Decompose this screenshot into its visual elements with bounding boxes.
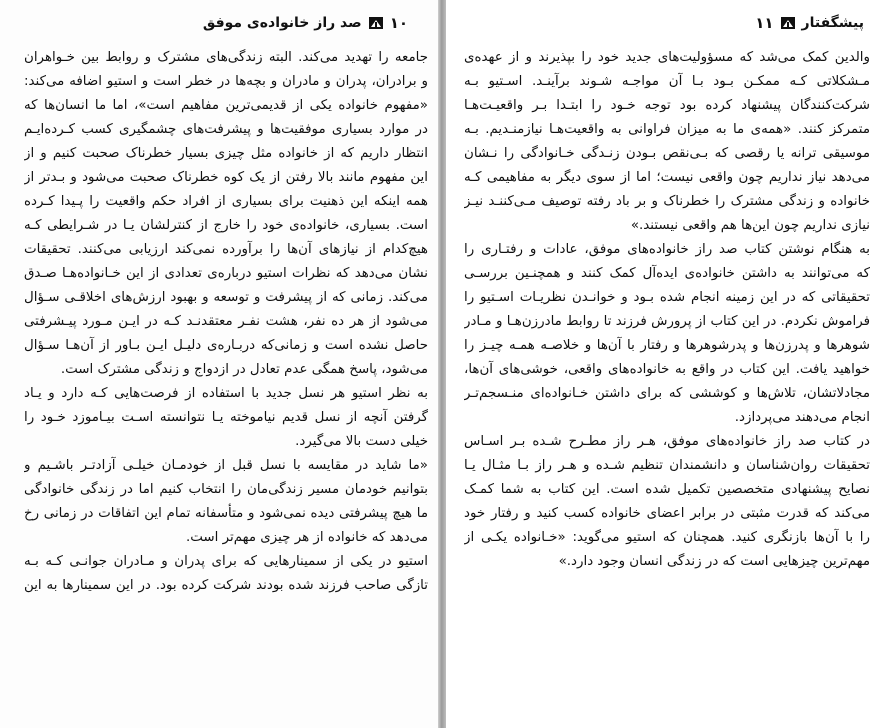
text-line: خیلی دست بالا می‌گیرد. bbox=[295, 434, 428, 449]
text-line: نشان می‌دهد که نظرات استیو درباره‌ی تعدادی از این خـانواده‌هـا صـدق bbox=[24, 266, 428, 281]
right-running-title: پیشگفتار bbox=[801, 15, 864, 31]
text-line: می‌کند. زمانی که از پیشرفت و توسعه و بهبود ارزش‌های اخلاقـی سـؤال bbox=[24, 290, 428, 305]
text-line: هیچ‌کدام از نیازهای آن‌ها را برآورده نمی‌کند ارزیابی می‌کنند. تحقیقات bbox=[24, 242, 428, 257]
text-line: به نظر استیو هر نسل جدید با استفاده از فرصت‌هایی کـه دارد و یـاد bbox=[24, 386, 428, 401]
text-line: این مفهوم مانند بالا رفتن از یک کوه خطرناک صحبت می‌شود و بـدتر از bbox=[24, 170, 428, 185]
left-page bbox=[0, 0, 438, 728]
text-line: انتظار داریم که از خانواده مثل چیزی بسیار خطرناک صحبت کنیم و از bbox=[24, 146, 428, 161]
text-line: فراموش نکردم. در این کتاب از پرورش فرزند تا روابط مادرزن‌هـا و مـادر bbox=[464, 314, 870, 329]
text-line: تازگی صاحب فرزند شده بودند شرکت کرده بود. در این سمینارها به این bbox=[24, 578, 428, 593]
text-line: مجادلاتشان، تلاش‌ها و کوششی که برای داشتن خـانواده‌ای منـسجم‌تـر bbox=[464, 386, 870, 401]
text-line: و برادران، پدران و مادران و بچه‌ها در خطر است و استیو اضافه می‌کند: bbox=[24, 74, 428, 89]
text-line: خواهید یافت. این کتاب در واقع به خانواده‌های واقعی، خوشی‌های آن‌ها، bbox=[464, 362, 870, 377]
text-line: موسیقی ترانه یا رقصی که بـی‌نقص بـودن زنـدگی خـانوادگی را نـشان bbox=[464, 146, 870, 161]
text-line: را با آن‌ها بازنگری کنید. همچنان که استیو می‌گوید: «خـانواده یکـی از bbox=[464, 530, 870, 545]
text-line: تحقیقات روان‌شناسان و دانشمندان تنظیم شـده و هـر راز بـا مثـال یـا bbox=[464, 458, 870, 473]
text-line: می‌شود، پاسخ همگی عدم تعادل در ازدواج و زندگی مشترک است. bbox=[60, 362, 428, 377]
text-line: می‌کند که قدرت مثبتی در برابر اعضای خانواده کسب کنید و رفتار خود bbox=[464, 506, 870, 521]
text-line: در کتاب صد راز خانواده‌های موفق، هـر راز مطـرح شـده بـر اسـاس bbox=[464, 434, 870, 449]
text-line: جامعه را تهدید می‌کند. البته زندگی‌های مشترک و روابط بین خـواهران bbox=[24, 50, 428, 65]
text-line: شوهرها و پدرزن‌ها و پدرشوهرها و رفتار با آن‌ها و خلاصـه همـه چیـز را bbox=[464, 338, 870, 353]
text-line: شرکت‌کنندگان پیشنهاد کرده بود توجه خـود را ابتـدا بـر واقعیـت‌هـا bbox=[464, 98, 870, 113]
text-line: می‌دهد نیاز نداریم چون واقعی نیست؛ اما از سوی دیگر به مفاهیمی کـه bbox=[464, 170, 870, 185]
left-page-header bbox=[203, 10, 408, 36]
text-line: حاصل نشده است و زمانی‌که دربـاره‌ی دلیـل ایـن بـاور از آن‌هـا سـؤال bbox=[24, 338, 428, 353]
text-line: «ما شاید در مقایسه با نسل قبل از خودمـان خیلـی آزادتـر باشـیم و bbox=[24, 458, 428, 473]
text-line: همه اینکه این ذهنیت برای بسیاری از افراد حکم واقعیت را پـیدا کـرده bbox=[24, 194, 428, 209]
text-line: ما هیچ پیشرفتی دیده نمی‌شود و متأسفانه تمام این اتفاقات در زمانی رخ bbox=[24, 506, 428, 521]
left-running-title: صد راز خانواده‌ی موفق bbox=[202, 15, 362, 31]
text-line: می‌دهد که خانواده از هر چیزی مهم‌تر است. bbox=[186, 530, 428, 545]
book-ornament-icon bbox=[368, 15, 384, 31]
text-line: نصایح پیشنهادی متخصصین تکمیل شده است. این کتاب به شما کمـک bbox=[464, 482, 870, 497]
text-line: در موارد بسیاری موفقیت‌ها و پیشرفت‌های چشمگیری کسب کـرده‌ایـم bbox=[24, 122, 428, 137]
text-line: می‌شود از هر ده نفر، هشت نفـر معتقدنـد کـه در ایـن مـورد پیـشرفتی bbox=[24, 314, 428, 329]
left-page-number: ۱۰ bbox=[389, 14, 408, 32]
text-line: متمرکز کنند. «همه‌ی ما به میزان فراوانی به واقعیت‌هـا نیازمنـدیم. بـه bbox=[464, 122, 870, 137]
text-line: تحقیقاتی که در این زمینه انجام شده بـود و خوانـدن نظریـات اسـتیو را bbox=[464, 290, 870, 305]
left-page-body bbox=[24, 46, 428, 598]
book-ornament-icon bbox=[780, 15, 796, 31]
text-line: انجام می‌دهند می‌پردازد. bbox=[734, 410, 870, 425]
text-line: خانواده و زندگی مشترک را خطرناک و بر باد رفته توصیف مـی‌کننـد نیـز bbox=[464, 194, 870, 209]
text-line: است. بسیاری، خانواده‌ی خود را خارج از کنترلشان یـا در شـرایطی کـه bbox=[24, 218, 428, 233]
text-line: مـشکلاتی کـه ممکـن بـود بـا آن مواجـه شـوند برآینـد. اسـتیو بـه bbox=[464, 74, 870, 89]
right-page bbox=[446, 0, 884, 728]
right-page-number: ۱۱ bbox=[755, 14, 774, 32]
text-line: والدین کمک می‌شد که مسؤولیت‌های جدید خود را بپذیرند و از عهده‌ی bbox=[464, 50, 870, 65]
text-line: گرفتن آنچه از نسل قدیم نیاموخته یـا نتوانسته اسـت بیـاموزد خـود را bbox=[24, 410, 428, 425]
text-line: نیازی نداریم چون این‌ها هم واقعی نیستند.» bbox=[630, 218, 870, 233]
book-gutter bbox=[438, 0, 446, 728]
text-line: «مفهوم خانواده یکی از قدیمی‌ترین مفاهیم است»، اما ما انسان‌ها که bbox=[24, 98, 428, 113]
right-page-body bbox=[464, 46, 870, 574]
text-line: که می‌توانند به داشتن خانواده‌ی ایده‌آل کمک کنند و همچنـین بررسـی bbox=[464, 266, 870, 281]
text-line: به هنگام نوشتن کتاب صد راز خانواده‌های موفق، عادات و رفتـاری را bbox=[464, 242, 870, 257]
text-line: مهم‌ترین چیزهایی است که در زندگی انسان وجود دارد.» bbox=[558, 554, 870, 569]
right-page-header bbox=[755, 10, 864, 36]
text-line: استیو در یکی از سمینارهایی که برای پدران و مـادران جوانـی کـه بـه bbox=[24, 554, 428, 569]
text-line: بتوانیم خودمان مسیر زندگی‌مان را انتخاب کنیم اما در زندگی خانوادگی bbox=[24, 482, 428, 497]
